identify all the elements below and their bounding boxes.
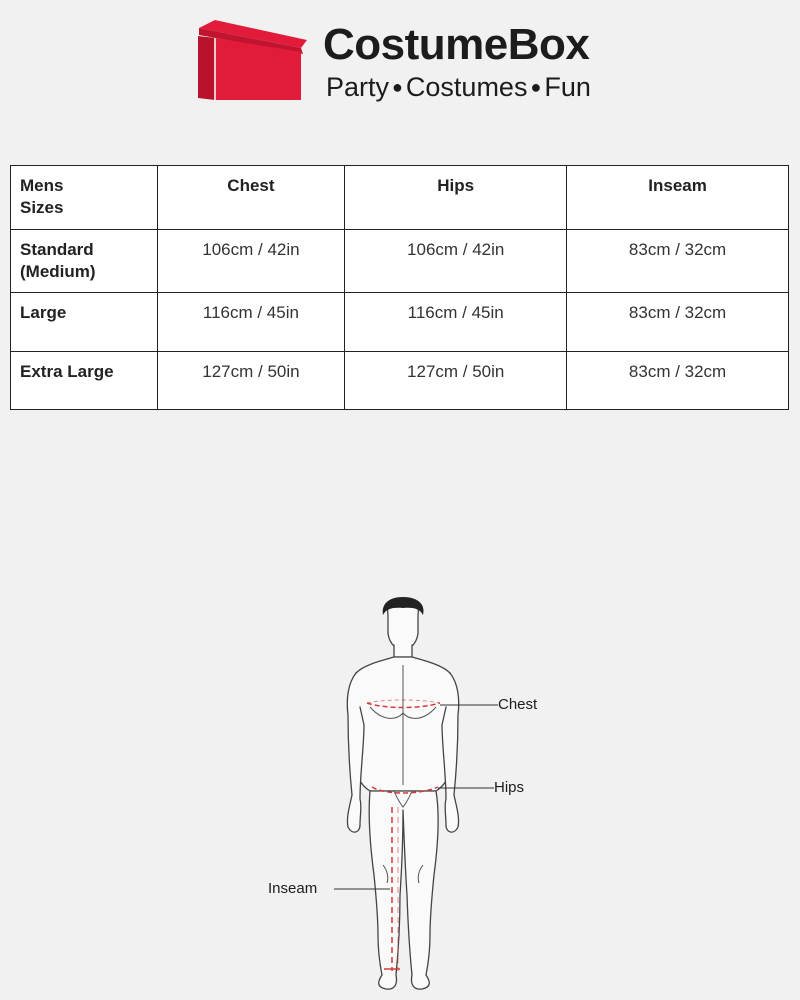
size-name-cell — [11, 230, 158, 293]
header-mens-sizes — [11, 166, 158, 230]
inseam-cell: 83cm / 32cm — [567, 352, 789, 410]
header-chest: Chest — [157, 166, 345, 230]
table-row — [11, 230, 789, 293]
hips-cell: 116cm / 45in — [345, 293, 567, 352]
header-hips: Hips — [345, 166, 567, 230]
inseam-cell: 83cm / 32cm — [567, 293, 789, 352]
inseam-cell: 83cm / 32cm — [567, 230, 789, 293]
hips-cell: 106cm / 42in — [345, 230, 567, 293]
size-chart-table — [10, 165, 789, 410]
brand-tagline — [326, 70, 591, 104]
table-row — [11, 352, 789, 410]
table-row — [11, 293, 789, 352]
bullet-icon: ● — [392, 77, 403, 97]
chest-cell: 106cm / 42in — [157, 230, 345, 293]
chest-label: Chest — [498, 696, 538, 713]
hips-label: Hips — [494, 779, 525, 796]
costume-box-logo-icon — [195, 18, 309, 102]
size-name-line: Standard — [20, 240, 94, 259]
size-name-cell: Extra Large — [11, 352, 158, 410]
bullet-icon: ● — [530, 77, 542, 97]
tagline-party: Party — [326, 72, 390, 102]
chest-cell: 127cm / 50in — [157, 352, 345, 410]
tagline-fun: Fun — [544, 72, 591, 102]
tagline-costumes: Costumes — [405, 72, 528, 102]
size-name-line: (Medium) — [20, 262, 96, 281]
measurement-figure — [260, 595, 560, 995]
header-mens-line: Mens — [20, 176, 64, 195]
brand-name: CostumeBox — [323, 20, 590, 69]
brand-logo — [195, 18, 615, 108]
size-name-cell: Large — [11, 293, 158, 352]
inseam-label: Inseam — [268, 880, 318, 897]
header-inseam: Inseam — [567, 166, 789, 230]
chest-cell: 116cm / 45in — [157, 293, 345, 352]
table-header-row — [11, 166, 789, 230]
hips-cell: 127cm / 50in — [345, 352, 567, 410]
header-sizes-line: Sizes — [20, 198, 64, 217]
